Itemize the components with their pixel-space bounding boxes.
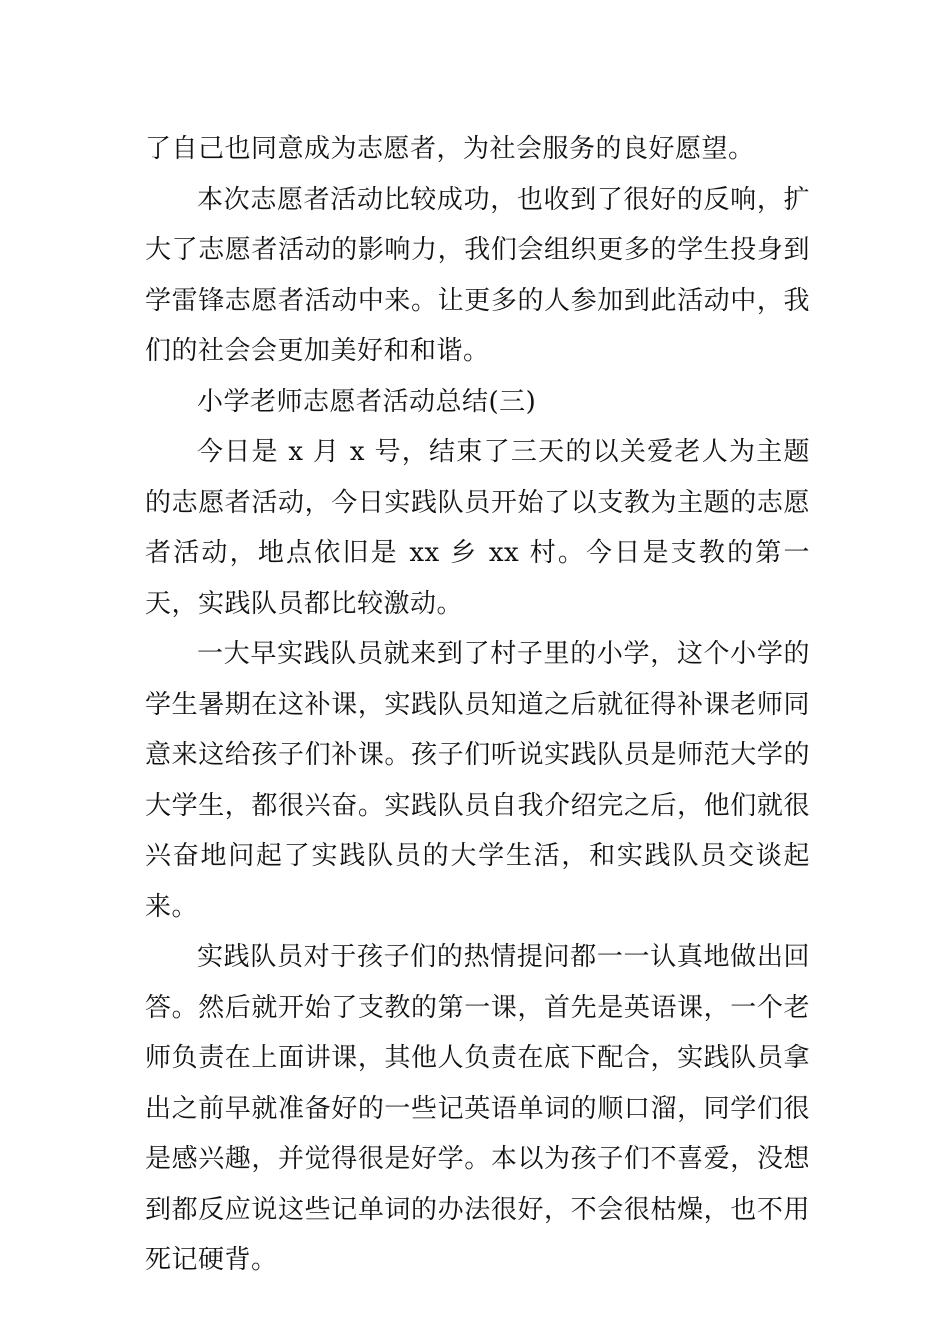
document-body	[145, 124, 810, 1286]
section-heading: 小学老师志愿者活动总结(三)	[197, 386, 537, 417]
paragraph-summary: 本次志愿者活动比较成功，也收到了很好的反响，扩大了志愿者活动的影响力，我们会组织更多的学生投身到学雷锋志愿者活动中来。让更多的人参加到此活动中，我们的社会会更加美好和和谐。	[145, 184, 810, 366]
paragraph-english-lesson: 实践队员对于孩子们的热情提问都一一认真地做出回答。然后就开始了支教的第一课，首先是英语课，一个老师负责在上面讲课，其他人负责在底下配合，实践队员拿出之前早就准备好的一些记英语单词的顺口溜，同学们很是感兴趣，并觉得很是好学。本以为孩子们不喜爱，没想到都反应说这些记单词的办法很好，不会很枯燥，也不用死记硬背。	[145, 942, 810, 1275]
paragraph-school: 一大早实践队员就来到了村子里的小学，这个小学的学生暑期在这补课，实践队员知道之后就征得补课老师同意来这给孩子们补课。孩子们听说实践队员是师范大学的大学生，都很兴奋。实践队员自我介绍完之后，他们就很兴奋地问起了实践队员的大学生活，和实践队员交谈起来。	[145, 639, 810, 922]
paragraph-continuation: 了自己也同意成为志愿者，为社会服务的良好愿望。	[145, 134, 755, 164]
paragraph-day-one: 今日是 x 月 x 号，结束了三天的以关爱老人为主题的志愿者活动，今日实践队员开始了以支教为主题的志愿者活动，地点依旧是 xx 乡 xx 村。今日是支教的第一天，实践队员都比较激动。	[145, 437, 810, 619]
